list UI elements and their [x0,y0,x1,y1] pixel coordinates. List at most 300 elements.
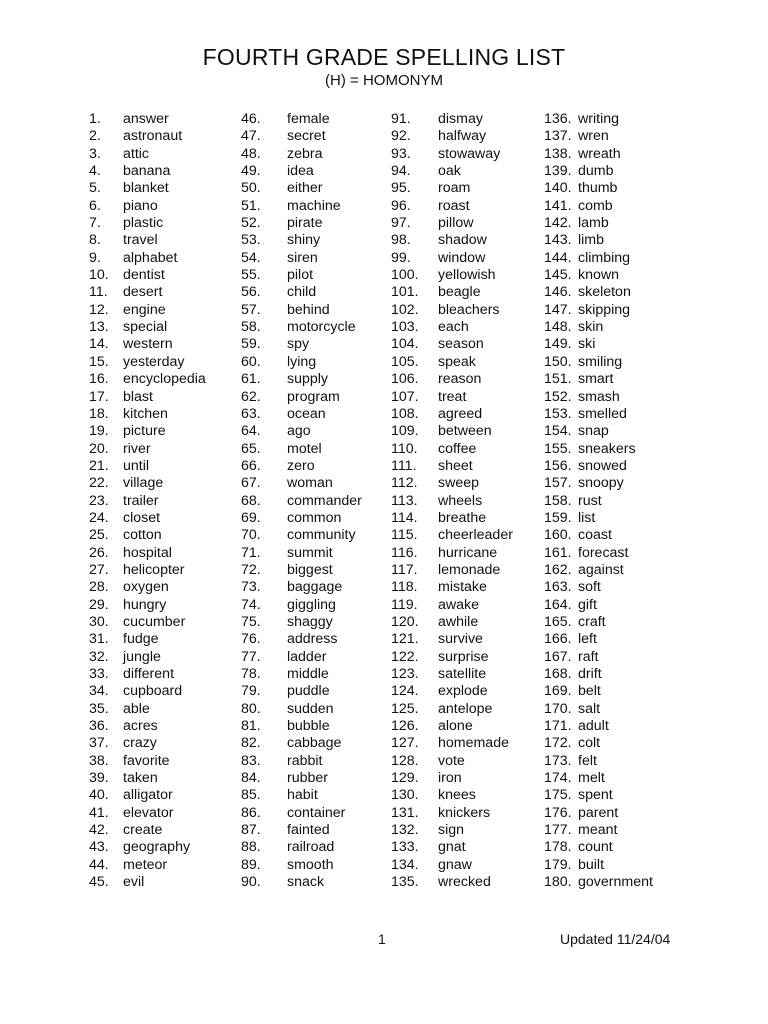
item-number: 176. [544,804,572,821]
spelling-word: ago [287,423,311,440]
spelling-word: left [578,631,597,648]
spelling-word: summit [287,544,333,561]
spelling-word: engine [123,301,166,318]
list-item [89,631,159,648]
list-item [89,596,167,614]
spelling-word: smart [578,371,614,388]
spelling-word: cabbage [287,735,342,752]
list-item [544,319,604,336]
item-number: 117. [391,561,418,578]
list-item [544,804,619,822]
spelling-word: awhile [438,613,479,630]
item-number: 131. [391,804,419,821]
list-item [241,718,330,735]
spelling-word: coast [578,527,612,544]
list-item [544,163,614,180]
list-item [241,666,329,683]
list-item [391,232,487,249]
spelling-word: soft [578,579,601,596]
list-item [89,284,163,301]
list-item [241,822,330,839]
item-number: 170. [544,700,572,717]
list-item [544,752,597,770]
list-item [89,718,158,735]
spelling-word: rubber [287,770,329,787]
item-number: 75. [241,613,261,630]
item-number: 37. [89,735,109,752]
list-item [241,735,342,752]
spelling-word: crazy [123,735,157,752]
spelling-word: community [287,527,356,544]
list-item [241,249,318,267]
item-number: 29. [89,596,109,613]
list-item [544,145,621,163]
item-number: 111. [391,457,417,474]
list-item [89,249,178,267]
item-number: 50. [241,180,261,197]
item-number: 32. [89,648,109,665]
item-number: 36. [89,718,109,735]
list-item [241,163,314,180]
item-number: 177. [544,822,572,839]
list-item [241,561,333,579]
item-number: 108. [391,405,419,422]
spelling-word: built [578,856,605,873]
item-number: 5. [89,180,101,197]
list-item [391,527,513,544]
spelling-word: ski [578,336,596,353]
list-item [544,353,623,371]
spelling-word: lemonade [438,561,501,578]
spelling-word: list [578,509,596,526]
word-column-4 [544,111,653,891]
updated-date: Updated 11/24/04 [560,931,671,947]
list-item [241,770,329,787]
list-item [241,301,330,319]
item-number: 145. [544,267,572,284]
spelling-word: mistake [438,579,487,596]
item-number: 110. [391,440,418,457]
spelling-word: idea [287,163,314,180]
item-number: 162. [544,561,572,578]
list-item [544,822,618,839]
list-item [89,128,183,145]
spelling-word: government [578,874,653,891]
item-number: 158. [544,492,572,509]
list-item [544,613,606,631]
list-item [89,267,165,284]
list-item [241,683,330,700]
spelling-word: hurricane [438,544,498,561]
item-number: 88. [241,839,261,856]
list-item [89,180,169,197]
list-item [89,544,172,562]
spelling-word: attic [123,145,150,162]
list-item [544,405,627,423]
spelling-word: sneakers [578,440,636,457]
spelling-word: belt [578,683,601,700]
spelling-word: halfway [438,128,487,145]
spelling-word: climbing [578,249,631,266]
list-item [241,388,340,406]
spelling-word: gift [578,596,597,613]
item-number: 34. [89,683,109,700]
spelling-word: knickers [438,804,491,821]
list-item [241,752,323,770]
spelling-word: western [123,336,173,353]
item-number: 74. [241,596,261,613]
list-item [241,180,323,197]
list-item [89,839,191,856]
spelling-word: forecast [578,544,629,561]
list-item [391,371,482,388]
item-number: 175. [544,787,572,804]
spelling-word: breathe [438,509,487,526]
item-number: 150. [544,353,572,370]
spelling-word: sudden [287,700,334,717]
item-number: 35. [89,700,109,717]
list-item [544,527,612,544]
spelling-word: treat [438,388,467,405]
spelling-word: hospital [123,544,172,561]
list-item [391,301,500,319]
spelling-word: able [123,700,150,717]
list-item [544,475,624,492]
item-number: 165. [544,613,572,630]
item-number: 119. [391,596,418,613]
list-item [391,353,476,371]
list-item [89,874,145,891]
item-number: 44. [89,856,109,873]
spelling-word: jungle [123,648,161,665]
item-number: 55. [241,267,261,284]
item-number: 90. [241,874,261,891]
item-number: 172. [544,735,572,752]
spelling-word: elevator [123,804,174,821]
spelling-word: agreed [438,405,483,422]
item-number: 69. [241,509,261,526]
spelling-word: commander [287,492,362,509]
item-number: 99. [391,249,411,266]
item-number: 127. [391,735,419,752]
spelling-word: dismay [438,111,483,127]
item-number: 138. [544,145,572,162]
spelling-word: surprise [438,648,489,665]
item-number: 92. [391,128,411,145]
list-item [391,735,509,752]
item-number: 16. [89,371,109,388]
spelling-word: trailer [123,492,159,509]
item-number: 84. [241,770,261,787]
spelling-word: special [123,319,168,336]
list-item [89,822,163,839]
list-item [391,666,487,683]
item-number: 28. [89,579,109,596]
spelling-word: cupboard [123,683,183,700]
spelling-word: create [123,822,163,839]
item-number: 134. [391,856,419,873]
spelling-word: window [438,249,486,266]
list-item [241,648,327,666]
spelling-word: skipping [578,301,631,318]
spelling-word: astronaut [123,128,183,145]
list-item [391,613,479,631]
list-item [241,579,343,596]
item-number: 121. [391,631,419,648]
list-item [391,856,472,874]
spelling-word: craft [578,613,606,630]
item-number: 52. [241,215,261,232]
item-number: 157. [544,475,572,492]
list-item [89,683,183,700]
item-number: 167. [544,648,572,665]
spelling-word: evil [123,874,145,891]
item-number: 49. [241,163,261,180]
spelling-word: yellowish [438,267,496,284]
spelling-word: bleachers [438,301,500,318]
spelling-word: snap [578,423,609,440]
list-item [544,111,619,128]
list-item [391,197,470,215]
item-number: 9. [89,249,101,266]
spelling-word: blast [123,388,153,405]
item-number: 130. [391,787,419,804]
list-item [544,336,596,353]
spelling-word: between [438,423,492,440]
list-item [391,163,461,180]
spelling-word: giggling [287,596,336,613]
list-item [391,111,483,128]
spelling-word: sweep [438,475,480,492]
item-number: 178. [544,839,572,856]
list-item [391,440,477,458]
item-number: 141. [544,197,572,214]
spelling-word: cucumber [123,613,186,630]
item-number: 70. [241,527,261,544]
item-number: 133. [391,839,419,856]
spelling-word: beagle [438,284,481,301]
list-item [544,249,631,267]
list-item [89,405,168,423]
list-item [89,111,169,128]
spelling-word: puddle [287,683,330,700]
list-item [391,579,487,596]
list-item [89,700,150,718]
item-number: 89. [241,856,261,873]
spelling-word: sign [438,822,465,839]
list-item [544,284,631,301]
item-number: 25. [89,527,109,544]
list-item [391,683,488,700]
item-number: 82. [241,735,261,752]
item-number: 95. [391,180,411,197]
item-number: 14. [89,336,109,353]
spelling-word: different [123,666,175,682]
item-number: 180. [544,874,572,891]
item-number: 153. [544,405,572,422]
item-number: 132. [391,822,419,839]
spelling-word: container [287,804,346,821]
list-item [391,405,483,423]
item-number: 68. [241,492,261,509]
spelling-word: helicopter [123,561,185,578]
item-number: 94. [391,163,411,180]
spelling-word: skin [578,319,604,336]
item-number: 104. [391,336,419,353]
list-item [89,856,168,874]
item-number: 31. [89,631,109,648]
list-item [544,301,631,319]
list-item [89,579,169,596]
list-item [241,596,336,614]
item-number: 13. [89,319,109,336]
spelling-word: fudge [123,631,159,648]
spelling-word: dumb [578,163,614,180]
item-number: 86. [241,804,261,821]
spelling-word: wreath [578,145,621,162]
item-number: 83. [241,752,261,769]
spelling-word: program [287,388,340,405]
item-number: 96. [391,197,411,214]
item-number: 122. [391,648,419,665]
list-item [89,475,164,492]
spelling-word: gnaw [438,856,472,873]
spelling-word: smelled [578,405,627,422]
item-number: 146. [544,284,572,301]
spelling-word: skeleton [578,284,631,301]
item-number: 65. [241,440,261,457]
list-item [544,509,596,527]
spelling-word: writing [578,111,619,127]
spelling-word: snack [287,874,325,891]
spelling-word: parent [578,804,619,821]
list-item [241,145,323,163]
item-number: 143. [544,232,572,249]
item-number: 63. [241,405,261,422]
list-item [89,492,159,510]
item-number: 174. [544,770,572,787]
spelling-word: shiny [287,232,321,249]
spelling-word: oxygen [123,579,169,596]
word-column-3 [391,111,513,891]
spelling-word: iron [438,770,462,787]
spelling-word: acres [123,718,158,735]
item-number: 43. [89,839,109,856]
spelling-word: rabbit [287,752,323,769]
list-item [89,509,161,527]
spelling-word: oak [438,163,461,180]
item-number: 67. [241,475,261,492]
item-number: 155. [544,440,572,457]
spelling-word: kitchen [123,405,168,422]
spelling-word: survive [438,631,483,648]
item-number: 156. [544,457,572,474]
spelling-word: motel [287,440,322,457]
item-number: 30. [89,613,109,630]
list-item [241,492,362,510]
list-item [241,700,334,718]
item-number: 123. [391,666,419,682]
list-item [391,839,466,856]
spelling-word: vote [438,752,465,769]
item-number: 59. [241,336,261,353]
list-item [544,561,624,579]
list-item [89,752,170,770]
item-number: 113. [391,492,418,509]
list-item [241,128,326,145]
item-number: 78. [241,666,261,682]
list-item [544,787,613,804]
spelling-word: cotton [123,527,162,544]
item-number: 115. [391,527,418,544]
list-item [544,267,620,284]
spelling-word: wheels [438,492,483,509]
spelling-word: banana [123,163,171,180]
list-item [241,613,333,631]
item-number: 33. [89,666,109,682]
spelling-word: spent [578,787,613,804]
item-number: 1. [89,111,101,127]
list-item [241,527,356,544]
item-number: 87. [241,822,261,839]
item-number: 45. [89,874,109,891]
item-number: 179. [544,856,572,873]
list-item [241,284,317,301]
list-item [89,561,185,579]
list-item [544,197,613,215]
spelling-word: snoopy [578,475,624,492]
list-item [241,787,318,804]
item-number: 39. [89,770,109,787]
item-number: 101. [391,284,419,301]
list-item [544,718,609,735]
list-item [391,544,498,562]
item-number: 54. [241,249,261,266]
homonym-legend: (H) = HOMONYM [325,72,443,89]
item-number: 46. [241,111,261,127]
item-number: 23. [89,492,109,509]
item-number: 57. [241,301,261,318]
item-number: 22. [89,475,109,492]
item-number: 112. [391,475,418,492]
list-item [391,388,467,406]
spelling-word: picture [123,423,166,440]
spelling-word: smash [578,388,620,405]
list-item [241,336,310,353]
list-item [391,492,483,510]
item-number: 124. [391,683,419,700]
item-number: 53. [241,232,261,249]
list-item [544,440,636,458]
item-number: 144. [544,249,572,266]
spelling-word: explode [438,683,488,700]
item-number: 81. [241,718,261,735]
spelling-word: dentist [123,267,165,284]
item-number: 61. [241,371,261,388]
spelling-word: until [123,457,150,474]
item-number: 58. [241,319,261,336]
list-item [241,371,329,388]
item-number: 166. [544,631,572,648]
item-number: 107. [391,388,419,405]
spelling-word: ocean [287,405,326,422]
list-item [241,457,315,475]
spelling-word: machine [287,197,341,214]
spelling-word: behind [287,301,330,318]
spelling-word: alligator [123,787,173,804]
spelling-word: comb [578,197,613,214]
list-item [544,544,629,562]
